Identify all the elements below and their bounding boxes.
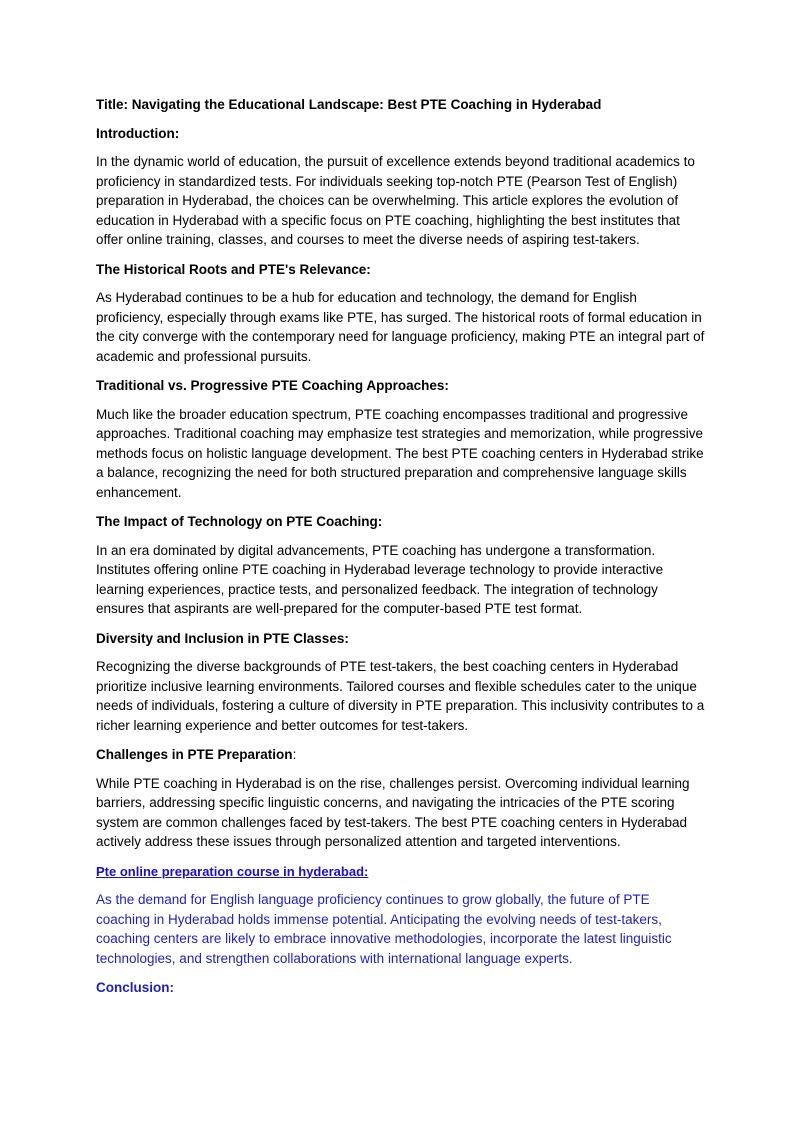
section-heading-introduction: Introduction: <box>96 125 180 141</box>
pte-course-link[interactable]: Pte online preparation course in hyderabad: <box>96 863 369 879</box>
section-body-introduction: In the dynamic world of education, the pursuit of excellence extends beyond traditional academics to proficiency in standardized tests. For individuals seeking top-notch PTE (Pearson Test of English) preparation in Hyderabad, the choices can be overwhelming. This article explores the evolution of education in Hyderabad with a specific focus on PTE coaching, highlighting the best institutes that offer online training, classes, and courses to meet the diverse needs of aspiring test-takers. <box>96 154 695 247</box>
document-page <box>96 95 706 1007</box>
future-paragraph: As the demand for English language proficiency continues to grow globally, the future of PTE coaching in Hyderabad holds immense potential. Anticipating the evolving needs of test-takers, coaching centers are likely to embrace innovative methodologies, incorporate the latest linguistic technologies, and strengthen collaborations with international language experts. <box>96 892 672 966</box>
conclusion-heading: Conclusion: <box>96 980 174 995</box>
section-body-challenges: While PTE coaching in Hyderabad is on the rise, challenges persist. Overcoming individual learning barriers, addressing specific linguistic concerns, and navigating the intricacies of the PTE scoring system are common challenges faced by test-takers. The best PTE coaching centers in Hyderabad actively address these issues through personalized attention and targeted interventions. <box>96 775 690 849</box>
section-heading-challenges <box>96 745 706 765</box>
section-body-technology-impact: In an era dominated by digital advancements, PTE coaching has undergone a transformation. Institutes offering online PTE coaching in Hyderabad leverage technology to provide interactive learning experiences, practice tests, and personalized feedback. The integration of technology ensures that aspirants are well-prepared for the computer-based PTE test format. <box>96 542 664 616</box>
section-heading-historical-roots: The Historical Roots and PTE's Relevance: <box>96 261 371 277</box>
section-heading-challenges-colon: : <box>292 747 297 762</box>
section-heading-technology-impact: The Impact of Technology on PTE Coaching: <box>96 514 383 529</box>
section-heading-challenges-text: Challenges in PTE Preparation <box>96 747 293 762</box>
section-heading-diversity-inclusion: Diversity and Inclusion in PTE Classes: <box>96 630 349 646</box>
section-body-coaching-approaches: Much like the broader education spectrum, PTE coaching encompasses traditional and progressive approaches. Traditional coaching may emphasize test strategies and memorization, while progressive methods focus on holistic language development. The best PTE coaching centers in Hyderabad strike a balance, recognizing the need for both structured preparation and comprehensive language skills enhancement. <box>96 406 704 500</box>
section-body-diversity-inclusion: Recognizing the diverse backgrounds of PTE test-takers, the best coaching centers in Hyderabad prioritize inclusive learning environments. Tailored courses and flexible schedules cater to the unique needs of individuals, fostering a culture of diversity in PTE preparation. This inclusivity contributes to a richer learning experience and better outcomes for test-takers. <box>96 659 705 733</box>
section-heading-coaching-approaches: Traditional vs. Progressive PTE Coaching Approaches: <box>96 378 449 393</box>
section-body-historical-roots: As Hyderabad continues to be a hub for education and technology, the demand for English proficiency, especially through exams like PTE, has surged. The historical roots of formal education in the city converge with the contemporary need for language proficiency, making PTE an integral part of academic and professional pursuits. <box>96 290 705 364</box>
document-title: Title: Navigating the Educational Landscape: Best PTE Coaching in Hyderabad <box>96 97 602 112</box>
